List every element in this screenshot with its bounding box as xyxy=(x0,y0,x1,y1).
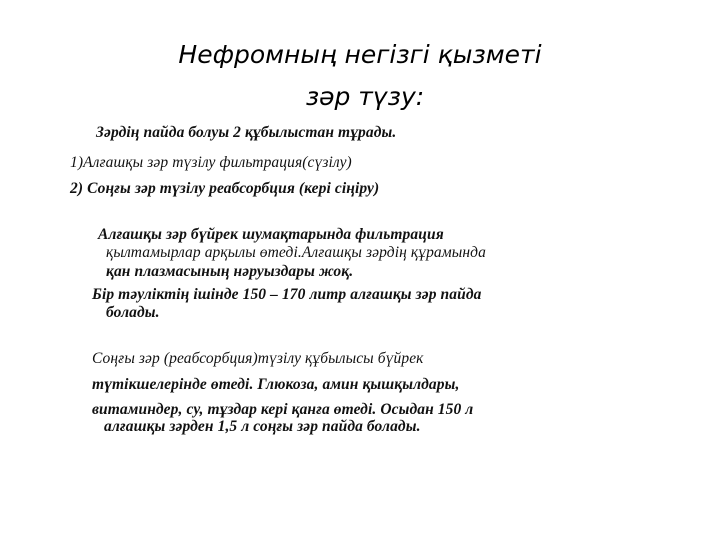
para1-line-3: қан плазмасының нәруыздары жоқ. xyxy=(106,263,354,280)
para2-line-1: Соңғы зәр (реабсорбция)түзілу құбылысы бүйрек xyxy=(92,350,424,367)
para1-line-5: болады. xyxy=(106,304,160,321)
para1-line-2: қылтамырлар арқылы өтеді.Алғашқы зәрдің құрамында xyxy=(106,244,486,261)
title-line-2: зәр түзу: xyxy=(305,82,425,111)
para1-line-1: Алғашқы зәр бүйрек шумақтарында фильтрация xyxy=(98,226,444,243)
para2-line-2: түтікшелерінде өтеді. Глюкоза, амин қышқылдары, xyxy=(92,376,460,393)
intro-item-1: 1)Алғашқы зәр түзілу фильтрация(сүзілу) xyxy=(70,154,352,171)
title-line-1: Нефромның негізгі қызметі xyxy=(178,40,542,69)
para2-line-4: алғашқы зәрден 1,5 л соңғы зәр пайда болады. xyxy=(104,418,421,435)
para2-line-3: витаминдер, су, тұздар кері қанға өтеді. Осыдан 150 л xyxy=(92,401,474,418)
intro-item-2: 2) Соңғы зәр түзілу реабсорбция (кері сіңіру) xyxy=(70,180,380,197)
para1-line-4: Бір тәуліктің ішінде 150 – 170 литр алғашқы зәр пайда xyxy=(92,286,482,303)
slide-title xyxy=(0,34,720,118)
intro-lead: Зәрдің пайда болуы 2 құбылыстан тұрады. xyxy=(96,124,397,141)
